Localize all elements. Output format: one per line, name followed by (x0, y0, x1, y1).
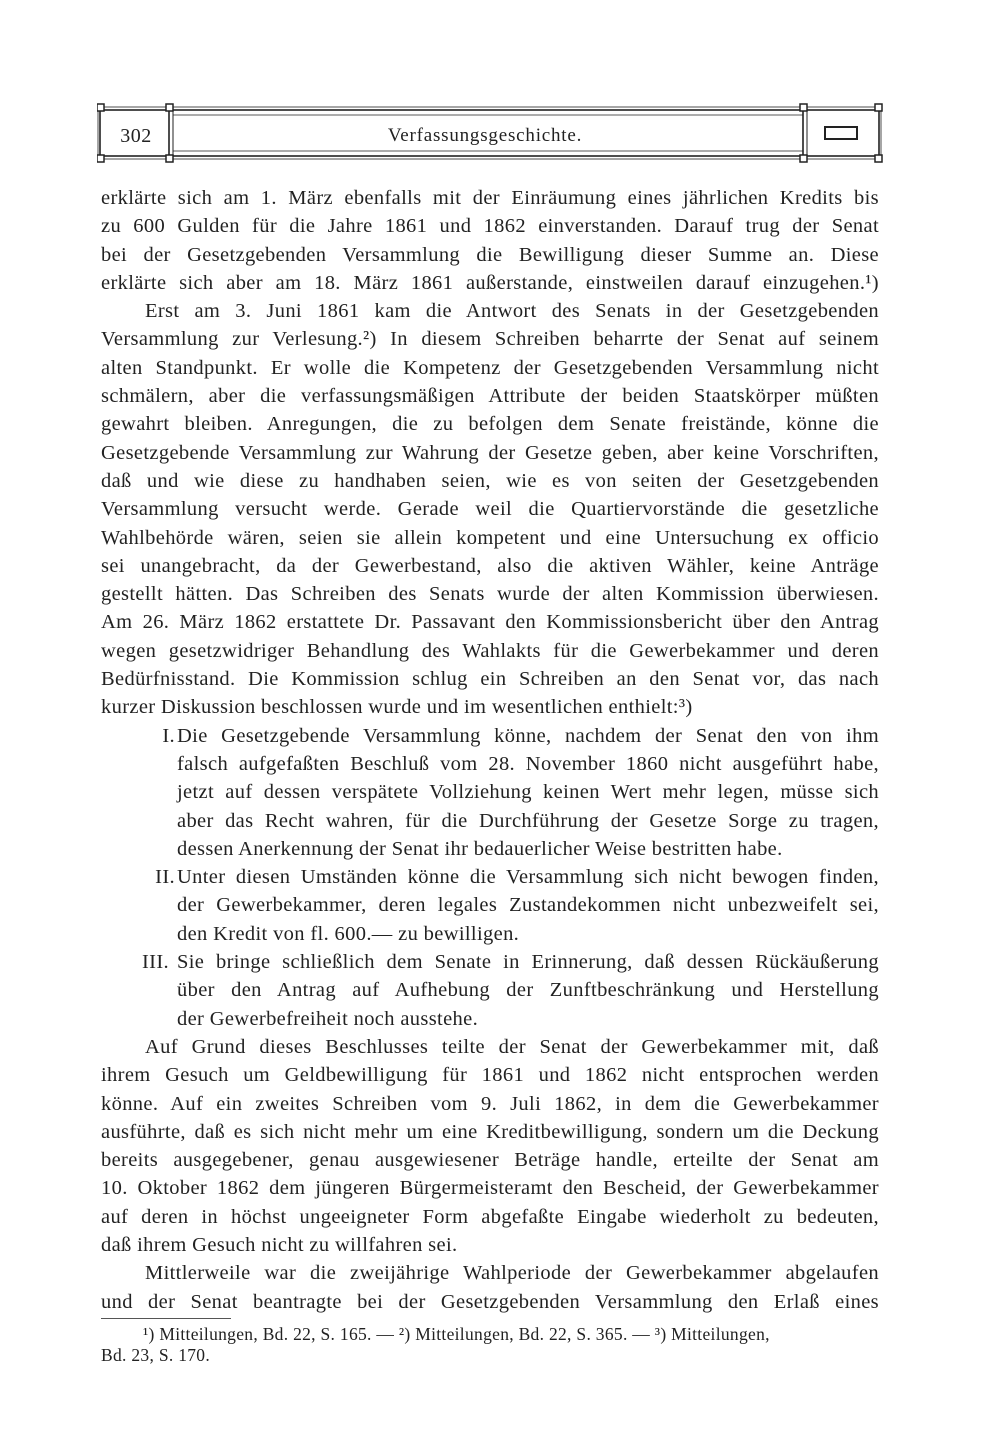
enumeration-item-2 (101, 863, 879, 948)
text-line: daß ihrem Gesuch nicht zu willfahren sei. (101, 1233, 458, 1256)
text-line: Auf Grund dieses Beschlusses teilte der Senat der Gewerbekammer mit, daß (145, 1035, 879, 1058)
footnote-separator (101, 1318, 231, 1319)
text-line: Gesetzgebende Versammlung zur Wahrung der Gesetze geben, aber keine Vorschriften, (101, 441, 879, 464)
text-line: Versammlung zur Verlesung.²) In diesem Schreiben beharrte der Senat auf seinem (101, 328, 879, 351)
text-line: über den Antrag auf Aufhebung der Zunftbeschränkung und Herstellung (177, 979, 879, 1002)
text-line: falsch aufgefaßten Beschluß vom 28. November 1860 nicht ausgeführt habe, (177, 752, 879, 775)
text-line: bereits ausgegebener, genau ausgewiesener Beträge handle, erteilte der Senat am (101, 1149, 879, 1172)
enumeration-number: II. (155, 866, 175, 889)
footnotes (101, 1324, 873, 1366)
running-title: Verfassungsgeschichte. (387, 125, 583, 146)
text-line: der Gewerbekammer, deren legales Zustandekommen nicht unbezweifelt sei, (177, 894, 879, 917)
text-line: 10. Oktober 1862 dem jüngeren Bürgermeisteramt den Bescheid, der Gewerbekammer (101, 1177, 879, 1200)
paragraph (101, 1259, 879, 1316)
paragraph (101, 184, 879, 297)
text-line: bei der Gesetzgebenden Versammlung die Bewilligung dieser Summe an. Diese (101, 243, 879, 266)
text-line: dessen Anerkennung der Senat ihr bedauerlicher Weise bestritten habe. (177, 837, 783, 860)
text-line: Am 26. März 1862 erstattete Dr. Passavant den Kommissionsbericht über den Antrag (101, 611, 879, 634)
text-line: Die Gesetzgebende Versammlung könne, nachdem der Senat den von ihm (177, 724, 879, 747)
enumeration-number: III. (141, 951, 169, 974)
text-line: den Kredit von fl. 600.— zu bewilligen. (177, 922, 520, 945)
text-line: und der Senat beantragte bei der Gesetzgebenden Versammlung den Erlaß eines (101, 1290, 879, 1313)
text-line: Unter diesen Umständen könne die Versammlung sich nicht bewogen finden, (177, 866, 879, 889)
footnote-line: ¹) Mitteilungen, Bd. 22, S. 165. — ²) Mitteilungen, Bd. 22, S. 365. — ³) Mitteilungen, (143, 1324, 770, 1344)
enumeration-number: I. (162, 724, 175, 747)
text-line: erklärte sich aber am 18. März 1861 außerstande, einstweilen darauf einzugehen.¹) (101, 271, 879, 294)
text-line: Bedürfnisstand. Die Kommission schlug ein Schreiben an den Senat vor, das nach (101, 668, 879, 691)
text-line: kurzer Diskussion beschlossen wurde und im wesentlichen enthielt:³) (101, 696, 693, 719)
footnote-line: Bd. 23, S. 170. (101, 1345, 211, 1365)
text-line: schmälern, aber die verfassungsmäßigen Attribute der beiden Staatskörper müßten (101, 385, 879, 408)
text-line: Sie bringe schließlich dem Senate in Erinnerung, daß dessen Rückäußerung (177, 951, 879, 974)
text-line: jetzt auf dessen verspätete Vollziehung keinen Wert mehr legen, müsse sich (177, 781, 879, 804)
text-line: zu 600 Gulden für die Jahre 1861 und 1862 einverstanden. Darauf trug der Senat (101, 215, 879, 238)
paragraph (101, 1033, 879, 1259)
enumeration-item-3 (101, 948, 879, 1033)
text-line: aber das Recht wahren, für die Durchführung der Gesetze Sorge zu tragen, (177, 809, 879, 832)
text-line: sei unangebracht, da der Gewerbestand, also die aktiven Wähler, keine Anträge (101, 554, 879, 577)
text-line: gewahrt bleiben. Anregungen, die zu befolgen dem Senate freistände, könne die (101, 413, 879, 436)
text-line: ihrem Gesuch um Geldbewilligung für 1861 und 1862 nicht entsprochen werden (101, 1064, 879, 1087)
enumeration-item-1 (101, 722, 879, 863)
text-line: gestellt hätten. Das Schreiben des Senats wurde der alten Kommission überwiesen. (101, 583, 879, 606)
text-line: alten Standpunkt. Er wolle die Kompetenz der Gesetzgebenden Versammlung nicht (101, 356, 879, 379)
text-line: Wahlbehörde wären, seien sie allein kompetent und eine Untersuchung ex officio (101, 526, 879, 549)
text-line: könne. Auf ein zweites Schreiben vom 9. Juli 1862, in dem die Gewerbekammer (101, 1092, 879, 1115)
text-line: erklärte sich am 1. März ebenfalls mit der Einräumung eines jährlichen Kredits bis (101, 187, 879, 209)
text-line: wegen gesetzwidriger Behandlung des Wahlakts für die Gewerbekammer und deren (101, 639, 879, 662)
body-text (101, 184, 879, 1316)
text-line: Versammlung versucht werde. Gerade weil die Quartiervorstände die gesetzliche (101, 498, 879, 521)
text-line: auf deren in höchst ungeeigneter Form abgefaßte Eingabe wiederholt zu bedeuten, (101, 1205, 879, 1228)
text-line: der Gewerbefreiheit noch ausstehe. (177, 1007, 479, 1030)
text-line: ausführte, daß es sich nicht mehr um eine Kreditbewilligung, sondern um die Deckung (101, 1120, 879, 1143)
text-line: daß und wie diese zu handhaben seien, wie es von seiten der Gesetzgebenden (101, 469, 879, 492)
page-header (97, 101, 883, 165)
paragraph (101, 297, 879, 721)
text-line: Mittlerweile war die zweijährige Wahlperiode der Gewerbekammer abgelaufen (145, 1262, 879, 1285)
text-line: Erst am 3. Juni 1861 kam die Antwort des Senats in der Gesetzgebenden (145, 300, 879, 323)
page-number: 302 (120, 125, 152, 147)
